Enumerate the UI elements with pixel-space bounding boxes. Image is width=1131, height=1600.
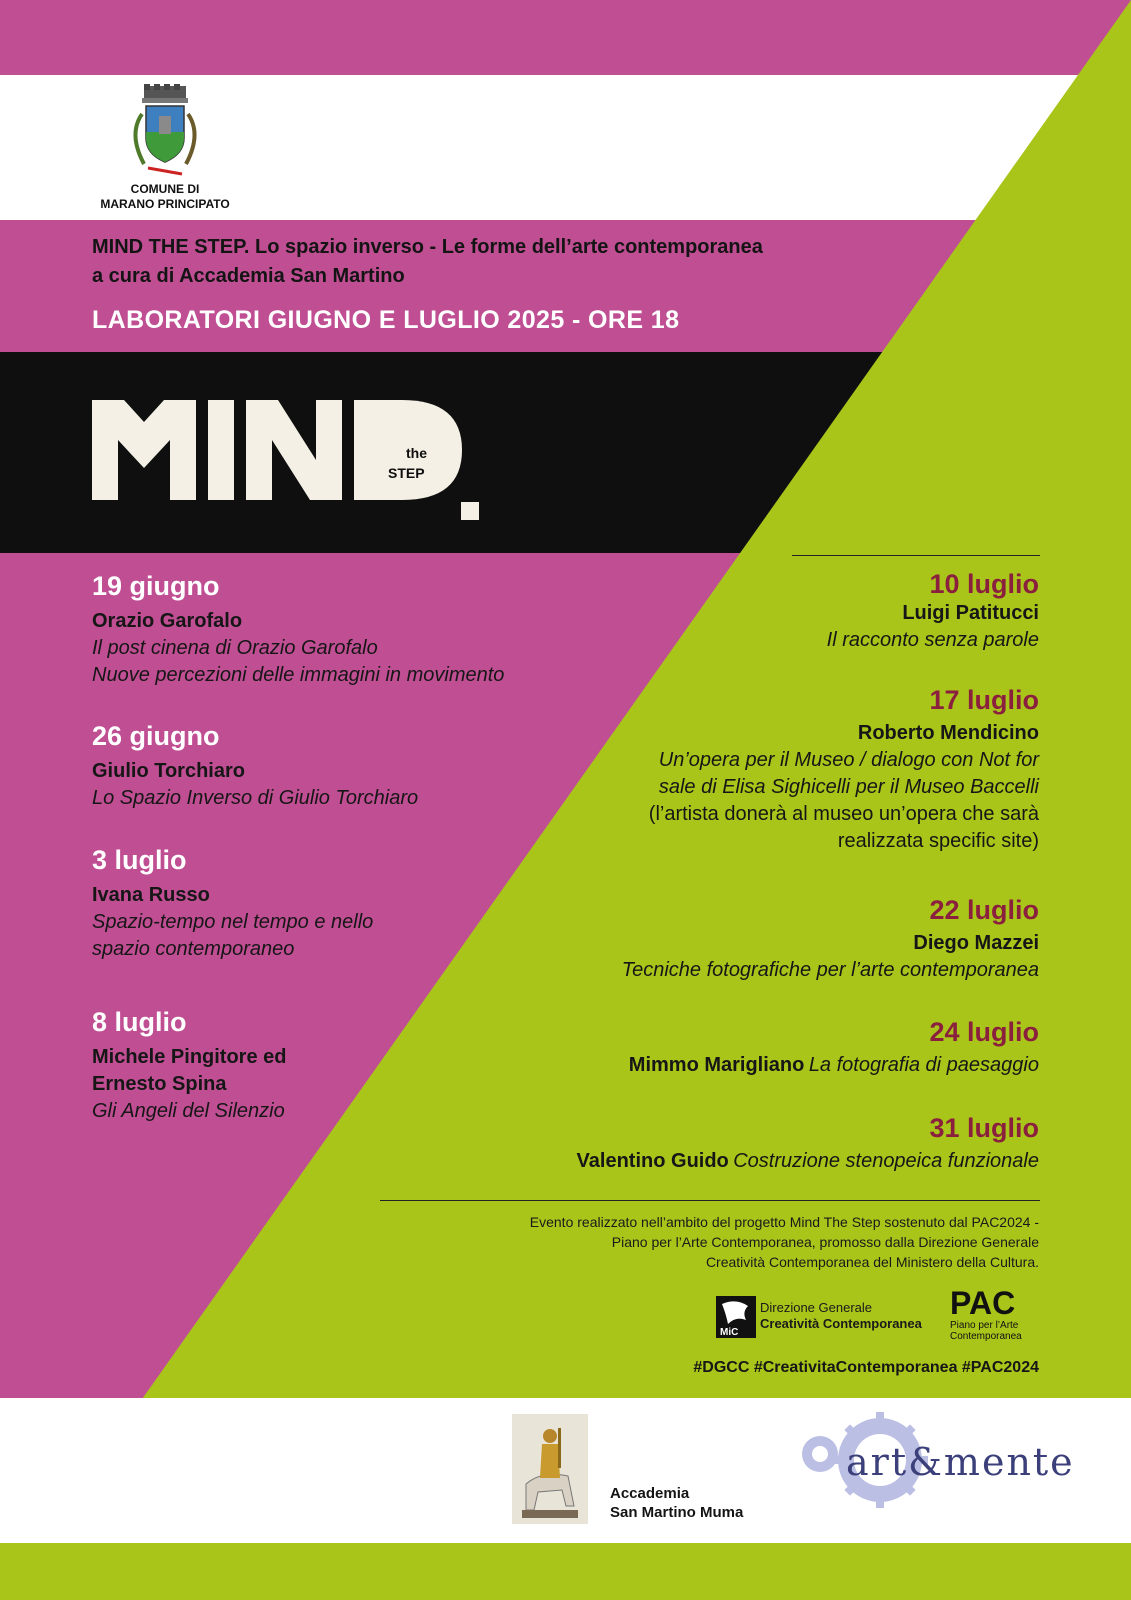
event-17-luglio: [649, 684, 1039, 855]
coat-of-arms-icon: [122, 84, 208, 180]
event-artist: Valentino Guido: [576, 1150, 729, 1172]
pac-logo: PAC: [950, 1285, 1016, 1321]
event-desc: Costruzione stenopeica funzionale: [733, 1150, 1039, 1172]
event-31-luglio: [577, 1112, 1039, 1175]
event-artist: Luigi Patitucci: [902, 602, 1039, 624]
mic-directorate: Direzione Generale Creatività Contemporanea: [760, 1300, 922, 1331]
event-22-luglio: [622, 894, 1039, 984]
event-desc: Spazio-tempo nel tempo e nello: [92, 911, 374, 933]
event-date: 3 luglio: [92, 845, 187, 875]
event-date: 10 luglio: [929, 569, 1039, 599]
accademia-name: Accademia San Martino Muma: [610, 1485, 744, 1521]
event-artist: Ernesto Spina: [92, 1073, 227, 1095]
event-desc: Lo Spazio Inverso di Giulio Torchiaro: [92, 787, 419, 809]
event-date: 31 luglio: [929, 1113, 1039, 1143]
event-artist: Diego Mazzei: [913, 932, 1039, 954]
hashtags: #DGCC #CreativitaContemporanea #PAC2024: [693, 1359, 1039, 1376]
event-artist: Mimmo Marigliano: [628, 1054, 805, 1076]
san-martino-statue-icon: [512, 1414, 588, 1524]
event-desc: Il racconto senza parole: [826, 629, 1039, 651]
svg-text:STEP: STEP: [388, 465, 425, 481]
event-date: 22 luglio: [929, 895, 1039, 925]
event-artist: Roberto Mendicino: [857, 722, 1039, 744]
funding-statement: Evento realizzato nell’ambito del progetto Mind The Step sostenuto dal PAC2024 - Piano per l’Arte Contemporanea, promosso dalla Direzione Generale Creatività Contemporanea del Ministero della Cultura.: [529, 1214, 1039, 1270]
divider-top: [792, 555, 1040, 556]
event-desc: La fotografia di paesaggio: [808, 1054, 1039, 1076]
event-desc: sale di Elisa Sighicelli per il Museo Baccelli: [658, 776, 1039, 798]
svg-text:MiC: MiC: [720, 1327, 739, 1338]
event-desc: Tecniche fotografiche per l’arte contemporanea: [621, 959, 1039, 981]
project-title: MIND THE STEP. Lo spazio inverso - Le forme dell’arte contemporanea: [92, 236, 763, 258]
event-artist: Orazio Garofalo: [92, 610, 243, 632]
svg-text:the: the: [406, 445, 427, 461]
event-desc: Gli Angeli del Silenzio: [92, 1100, 285, 1122]
event-date: 19 giugno: [92, 571, 220, 601]
artemente-logo: art&mente: [846, 1440, 1075, 1484]
pac-subtitle: Piano per l’Arte Contemporanea: [950, 1320, 1022, 1342]
event-artist: Giulio Torchiaro: [92, 760, 245, 782]
event-date: 8 luglio: [92, 1007, 187, 1037]
workshop-dates: LABORATORI GIUGNO E LUGLIO 2025 - ORE 18: [92, 306, 680, 334]
event-date: 24 luglio: [929, 1017, 1039, 1047]
event-artist: Ivana Russo: [92, 884, 210, 906]
event-26-giugno: [92, 720, 418, 812]
event-24-luglio: [629, 1016, 1039, 1079]
event-desc: Il post cinena di Orazio Garofalo: [92, 637, 378, 659]
event-desc: Nuove percezioni delle immagini in movimento: [92, 664, 505, 686]
event-8-luglio: [92, 1006, 286, 1125]
event-date: 17 luglio: [929, 685, 1039, 715]
divider-bottom: [380, 1200, 1040, 1201]
mic-logo-icon: [716, 1296, 756, 1338]
project-curator: a cura di Accademia San Martino: [92, 265, 405, 287]
event-desc: spazio contemporaneo: [92, 938, 295, 960]
event-10-luglio: [827, 568, 1039, 654]
event-date: 26 giugno: [92, 721, 220, 751]
event-desc: Un’opera per il Museo / dialogo con Not for: [658, 749, 1039, 771]
event-artist: Michele Pingitore ed: [92, 1046, 287, 1068]
event-note: (l’artista donerà al museo un’opera che sarà: [648, 803, 1039, 825]
event-note: realizzata specific site): [837, 830, 1039, 852]
municipality-name: COMUNE DI MARANO PRINCIPATO: [100, 182, 230, 211]
event-3-luglio: [92, 844, 373, 963]
event-19-giugno: [92, 570, 504, 689]
mind-the-step-logo: [92, 400, 492, 535]
